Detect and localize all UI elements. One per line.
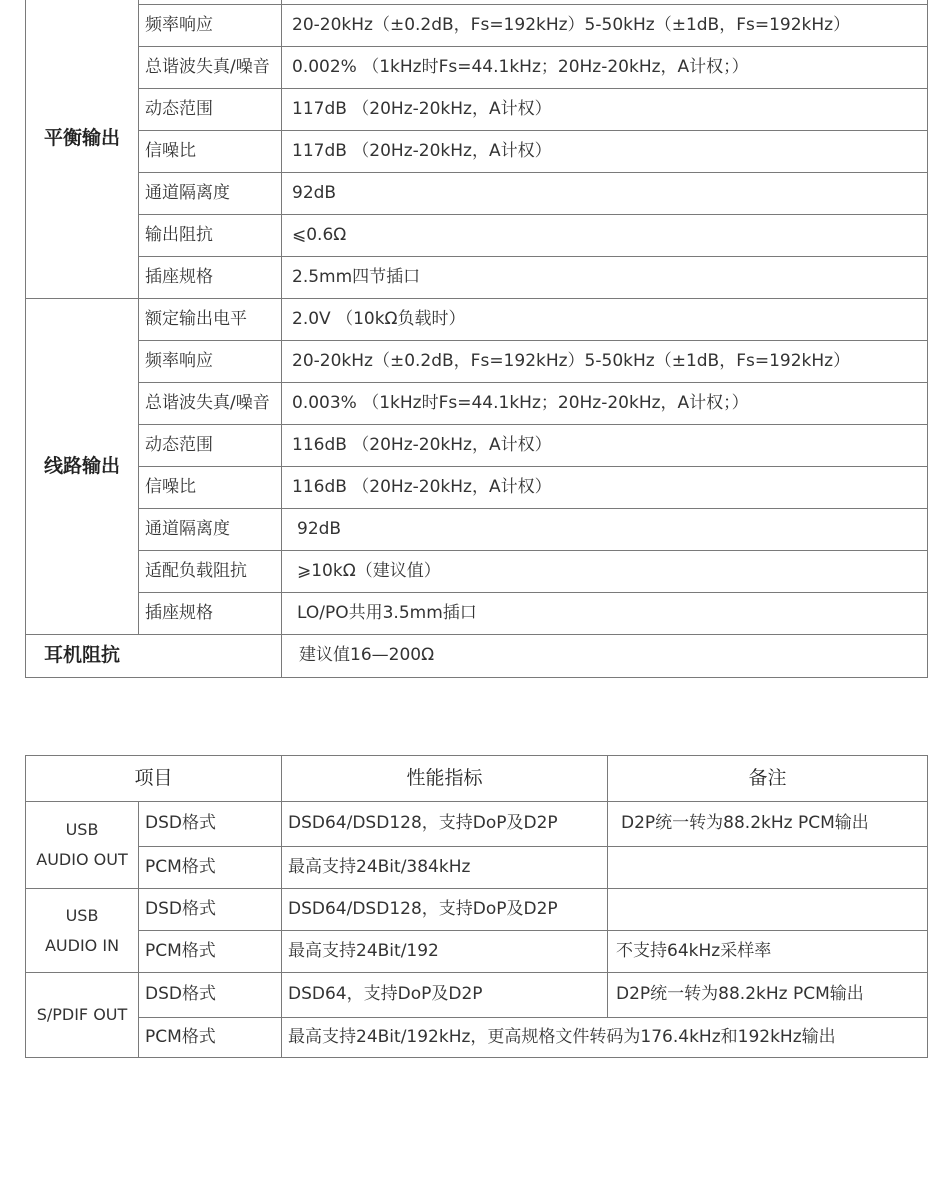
usb-audio-out-label [26,802,139,889]
param-value: 2.0V （10kΩ负载时） [282,299,928,341]
headphone-impedance-value: 建议值16—200Ω [282,635,928,678]
table-row [26,47,928,89]
param-name: 动态范围 [139,89,282,131]
format-spec: DSD64/DSD128，支持DoP及D2P [282,802,608,847]
table-row [26,131,928,173]
group-label-line: S/PDIF OUT [36,1005,128,1024]
format-name: DSD格式 [139,802,282,847]
param-value: 117dB （20Hz-20kHz，A计权） [282,131,928,173]
group-label-line: AUDIO OUT [36,850,128,869]
group-label-line: USB [65,905,99,925]
param-value: 92dB [282,509,928,551]
param-value: 0.003% （1kHz时Fs=44.1kHz；20Hz-20kHz，A计权；） [282,383,928,425]
spdif-out-label [26,973,139,1058]
table-row [26,89,928,131]
format-spec: 最高支持24Bit/384kHz [282,847,608,889]
format-note [608,847,928,889]
param-value: 20-20kHz（±0.2dB，Fs=192kHz）5-50kHz（±1dB，Fs=192kHz） [282,341,928,383]
param-value: 92dB [282,173,928,215]
param-value: 0.002% （1kHz时Fs=44.1kHz；20Hz-20kHz，A计权；） [282,47,928,89]
table-row [26,257,928,299]
param-name: 频率响应 [139,5,282,47]
balanced-output-label: 平衡输出 [26,0,139,299]
table-header-row [26,756,928,802]
format-spec: 最高支持24Bit/192kHz，更高规格文件转码为176.4kHz和192kHz输出 [282,1018,928,1058]
table-row [26,5,928,47]
param-value: 117dB （20Hz-20kHz，A计权） [282,89,928,131]
table-row [26,299,928,341]
param-value: ⩽0.6Ω [282,215,928,257]
param-name: 适配负载阻抗 [139,551,282,593]
table-row [26,467,928,509]
headphone-impedance-label: 耳机阻抗 [26,635,282,678]
table-row [26,341,928,383]
table-row [26,425,928,467]
header-item: 项目 [26,756,282,802]
format-name: DSD格式 [139,973,282,1018]
format-name: DSD格式 [139,889,282,931]
header-spec: 性能指标 [282,756,608,802]
param-name: 信噪比 [139,131,282,173]
line-output-label: 线路输出 [26,299,139,635]
param-value: LO/PO共用3.5mm插口 [282,593,928,635]
param-name: 插座规格 [139,593,282,635]
table-row [26,889,928,931]
param-name: 插座规格 [139,257,282,299]
param-name: 通道隔离度 [139,509,282,551]
table-row [26,593,928,635]
table-row [26,847,928,889]
group-label-line: USB [65,820,99,839]
table-row [26,383,928,425]
table-row [26,973,928,1018]
format-name: PCM格式 [139,1018,282,1058]
table-row [26,215,928,257]
table-row [26,931,928,973]
table-row [26,551,928,593]
format-note: D2P统一转为88.2kHz PCM输出 [608,802,928,847]
table-row [26,509,928,551]
param-name: 频率响应 [139,341,282,383]
param-name: 输出阻抗 [139,215,282,257]
format-name: PCM格式 [139,931,282,973]
param-name: 动态范围 [139,425,282,467]
param-name: 总谐波失真/噪音 [139,383,282,425]
format-spec: DSD64，支持DoP及D2P [282,973,608,1018]
table-row [26,173,928,215]
group-label-line: AUDIO IN [44,935,120,955]
table-row [26,802,928,847]
usb-audio-in-label [26,889,139,973]
format-note: D2P统一转为88.2kHz PCM输出 [608,973,928,1018]
audio-output-spec-table [25,0,928,678]
digital-io-spec-table [25,755,928,1058]
format-note: 不支持64kHz采样率 [608,931,928,973]
format-spec: DSD64/DSD128，支持DoP及D2P [282,889,608,931]
param-name: 额定输出电平 [139,299,282,341]
param-name: 信噪比 [139,467,282,509]
param-value: 2.5mm四节插口 [282,257,928,299]
format-name: PCM格式 [139,847,282,889]
param-value: 116dB （20Hz-20kHz，A计权） [282,467,928,509]
format-spec: 最高支持24Bit/192 [282,931,608,973]
header-note: 备注 [608,756,928,802]
table-row [26,1018,928,1058]
param-name: 总谐波失真/噪音 [139,47,282,89]
table-row [26,635,928,678]
param-value: ⩾10kΩ（建议值） [282,551,928,593]
param-value: 116dB （20Hz-20kHz，A计权） [282,425,928,467]
param-value: 20-20kHz（±0.2dB，Fs=192kHz）5-50kHz（±1dB，Fs=192kHz） [282,5,928,47]
param-name: 通道隔离度 [139,173,282,215]
format-note [608,889,928,931]
